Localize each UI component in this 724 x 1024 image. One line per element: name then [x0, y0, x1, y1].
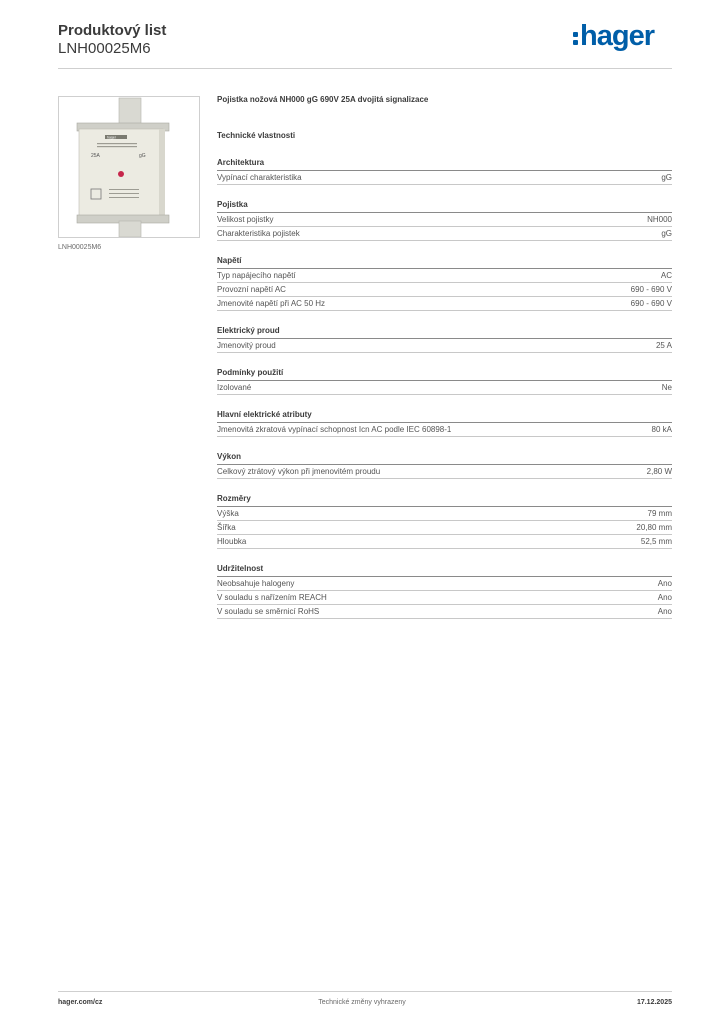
spec-row	[217, 521, 672, 535]
spec-value: gG	[661, 173, 672, 182]
group-title: Napětí	[217, 256, 672, 269]
spec-group	[217, 368, 672, 395]
spec-value: 690 - 690 V	[630, 285, 672, 294]
page-title: Produktový list	[58, 22, 167, 39]
header-divider	[58, 68, 672, 69]
spec-value: 25 A	[655, 341, 672, 350]
page-header	[58, 20, 672, 70]
spec-value: 52,5 mm	[640, 537, 672, 546]
spec-label: Výška	[217, 509, 239, 518]
spec-group	[217, 564, 672, 619]
spec-label: Charakteristika pojistek	[217, 229, 300, 238]
spec-value: Ano	[657, 593, 672, 602]
group-title: Elektrický proud	[217, 326, 672, 339]
section-title: Technické vlastnosti	[217, 131, 296, 140]
spec-label: Jmenovitá zkratová vypínací schopnost Icn AC podle IEC 60898-1	[217, 425, 452, 434]
spec-label: Provozní napětí AC	[217, 285, 286, 294]
spec-row	[217, 535, 672, 549]
spec-label: Neobsahuje halogeny	[217, 579, 295, 588]
spec-row	[217, 381, 672, 395]
spec-group	[217, 494, 672, 549]
spec-label: Vypínací charakteristika	[217, 173, 302, 182]
group-title: Výkon	[217, 452, 672, 465]
group-title: Rozměry	[217, 494, 672, 507]
spec-row	[217, 605, 672, 619]
spec-value: AC	[660, 271, 672, 280]
spec-group	[217, 452, 672, 479]
spec-label: Jmenovité napětí při AC 50 Hz	[217, 299, 326, 308]
fuse-brand-label: hager	[107, 135, 116, 140]
spec-row	[217, 465, 672, 479]
image-caption: LNH00025M6	[58, 244, 102, 251]
spec-value: Ne	[661, 383, 672, 392]
product-name: Pojistka nožová NH000 gG 690V 25A dvojitá signalizace	[217, 95, 429, 104]
spec-label: V souladu se směrnicí RoHS	[217, 607, 320, 616]
spec-group	[217, 256, 672, 311]
spec-group	[217, 200, 672, 241]
spec-value: 690 - 690 V	[630, 299, 672, 308]
group-title: Udržitelnost	[217, 564, 672, 577]
fuse-image	[59, 97, 199, 237]
footer-date: 17.12.2025	[636, 999, 672, 1006]
spec-label: V souladu s nařízením REACH	[217, 593, 327, 602]
spec-value: Ano	[657, 607, 672, 616]
spec-label: Velikost pojistky	[217, 215, 274, 224]
spec-label: Jmenovitý proud	[217, 341, 276, 350]
spec-row	[217, 213, 672, 227]
group-title: Architektura	[217, 158, 672, 171]
spec-row	[217, 507, 672, 521]
spec-group	[217, 326, 672, 353]
group-title: Podmínky použití	[217, 368, 672, 381]
spec-row	[217, 297, 672, 311]
footer-website: hager.com/cz	[58, 999, 103, 1006]
spec-row	[217, 577, 672, 591]
spec-row	[217, 171, 672, 185]
group-title: Pojistka	[217, 200, 672, 213]
logo-text: hager	[580, 20, 654, 52]
footer-disclaimer: Technické změny vyhrazeny	[318, 999, 406, 1006]
spec-row	[217, 339, 672, 353]
fuse-rating-label: 25A	[91, 153, 100, 159]
spec-row	[217, 591, 672, 605]
spec-group	[217, 158, 672, 185]
spec-row	[217, 423, 672, 437]
spec-label: Šířka	[217, 523, 236, 532]
product-image	[58, 96, 200, 238]
hager-logo	[573, 21, 654, 51]
spec-value: 79 mm	[647, 509, 672, 518]
spec-row	[217, 283, 672, 297]
spec-label: Typ napájecího napětí	[217, 271, 296, 280]
spec-row	[217, 269, 672, 283]
spec-label: Izolované	[217, 383, 252, 392]
spec-value: gG	[661, 229, 672, 238]
logo-dots-icon	[573, 30, 578, 46]
spec-value: Ano	[657, 579, 672, 588]
spec-value: NH000	[647, 215, 672, 224]
spec-value: 20,80 mm	[636, 523, 672, 532]
fuse-class-label: gG	[139, 153, 146, 159]
product-code: LNH00025M6	[58, 40, 151, 57]
footer-divider	[58, 991, 672, 992]
spec-row	[217, 227, 672, 241]
spec-value: 2,80 W	[646, 467, 672, 476]
spec-content	[217, 95, 672, 619]
spec-label: Hloubka	[217, 537, 247, 546]
spec-group	[217, 410, 672, 437]
group-title: Hlavní elektrické atributy	[217, 410, 672, 423]
spec-label: Celkový ztrátový výkon při jmenovitém proudu	[217, 467, 381, 476]
spec-value: 80 kA	[651, 425, 672, 434]
